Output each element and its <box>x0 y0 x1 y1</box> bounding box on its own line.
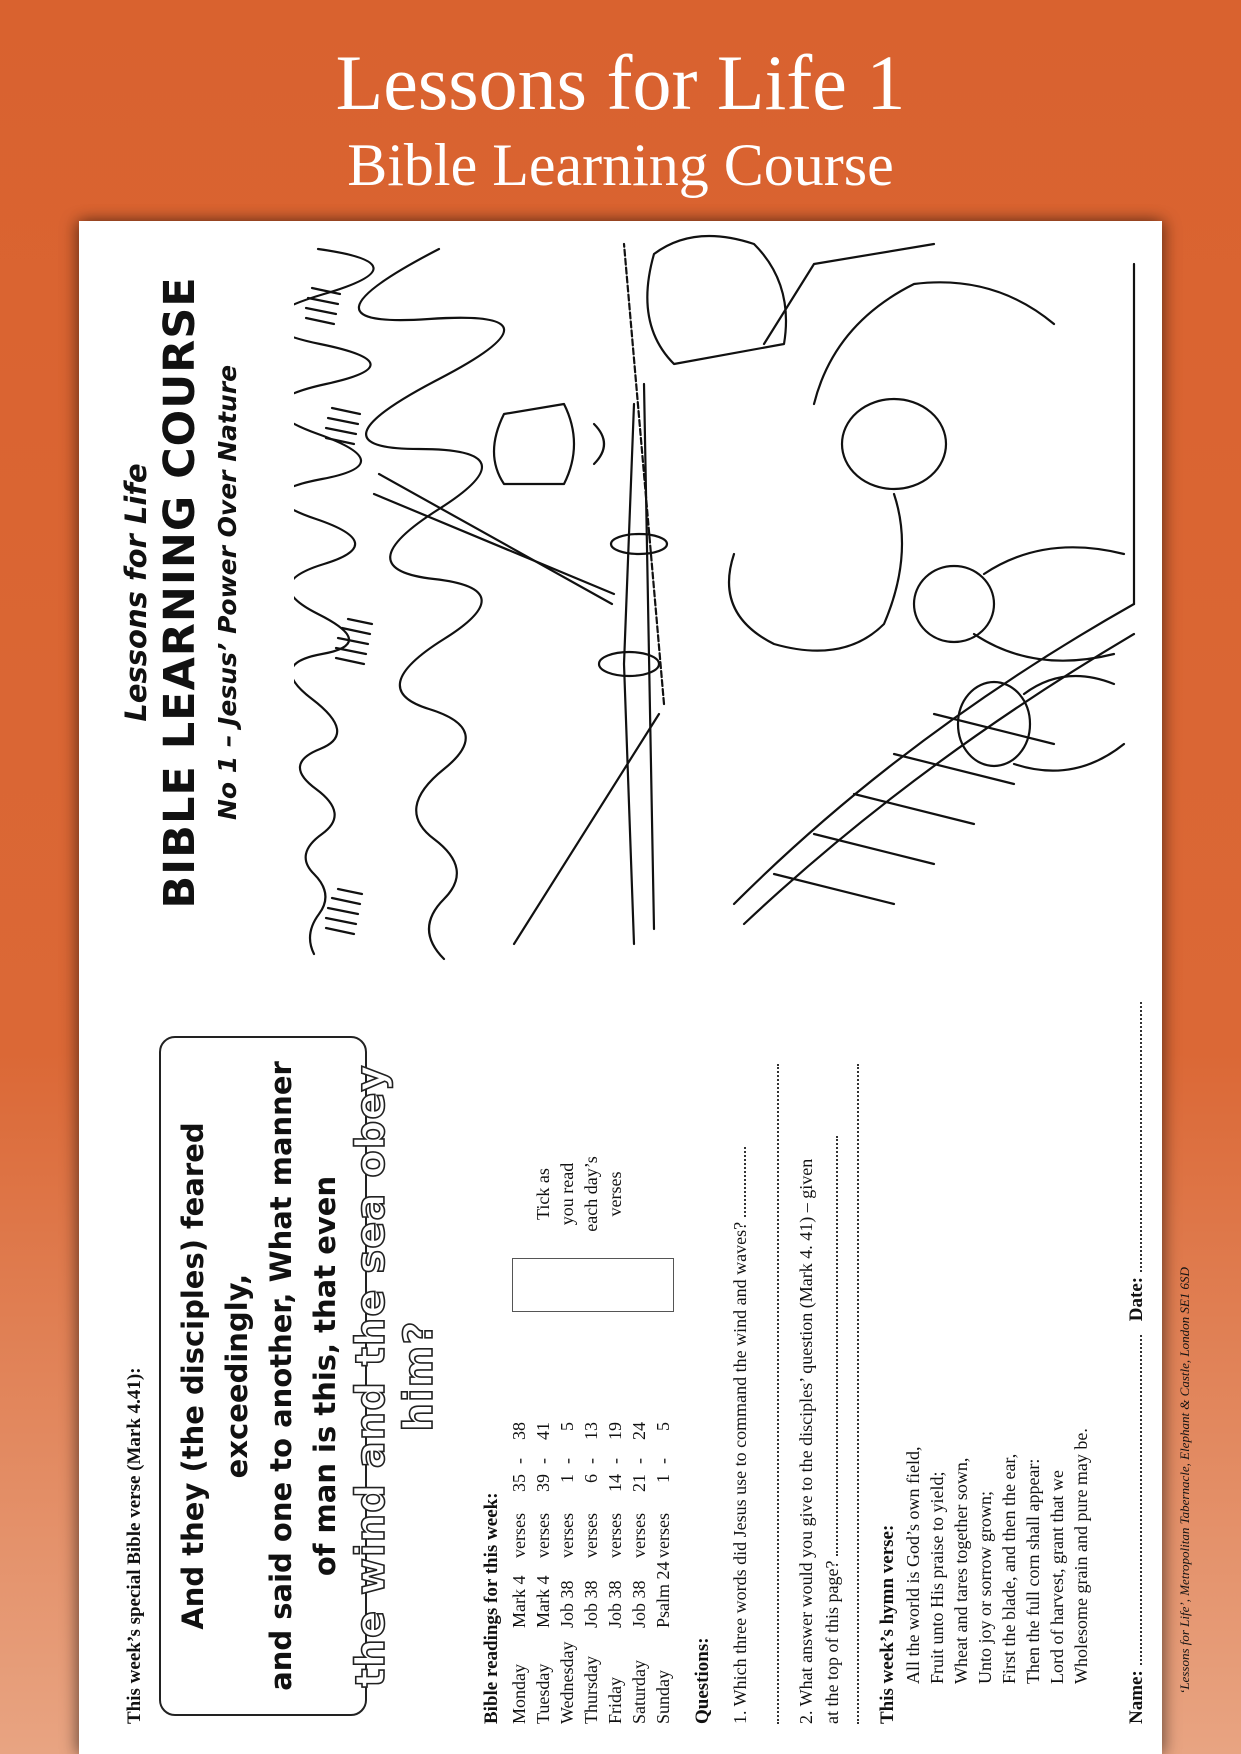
banner-subtitle: Bible Learning Course <box>347 132 894 198</box>
memory-verse-box <box>159 1036 442 1716</box>
hymn-verse: All the world is God’s own field, Fruit unto His praise to yield; Wheat and tares together sown, Unto joy or sorrow grown; First the blade, and then the ear, Then the full corn shall appear: Lord of harvest, grant that we Wholesome grain and pure may be. <box>903 1428 1091 1684</box>
question-2: 2. What answer would you give to the disciples’ question (Mark 4. 41) – given at the top of this page? <box>793 1084 845 1724</box>
readings-heading: Bible readings for this week: <box>481 1492 502 1724</box>
reading-row: Sunday Psalm 24 verses 1 - 5 <box>653 1422 673 1724</box>
course-series: Lessons for Life <box>119 463 153 722</box>
hymn-heading: This week’s hymn verse: <box>877 1524 898 1724</box>
reading-row: Thursday Job 38 verses 6 - 13 <box>581 1422 601 1724</box>
banner-title: Lessons for Life 1 <box>335 39 906 126</box>
question-1: 1. Which three words did Jesus use to command the wind and waves? <box>730 1147 751 1724</box>
worksheet-left-half <box>79 994 1192 1754</box>
answer-line[interactable] <box>732 1147 746 1217</box>
name-field[interactable] <box>1128 1335 1142 1665</box>
verse-line-4: the wind and the sea obey him? <box>348 1064 442 1688</box>
answer-line[interactable] <box>824 1136 838 1556</box>
reading-row: Wednesday Job 38 verses 1 - 5 <box>557 1422 577 1724</box>
name-date-line <box>1126 1002 1148 1724</box>
course-subtitle: No 1 – Jesus’ Power Over Nature <box>213 364 242 821</box>
tick-instructions: Tick as you read each day’s verses <box>533 1156 625 1232</box>
rotated-content <box>79 221 1192 1754</box>
reading-row: Monday Mark 4 verses 35 - 38 <box>509 1422 529 1724</box>
verse-line-3: of man is this, that even <box>308 1175 342 1577</box>
verse-line-2: and said one to another, What manner <box>264 1061 298 1691</box>
questions-heading: Questions: <box>692 1637 713 1724</box>
publisher-credit: ‘Lessons for Life’, Metropolitan Tabernacle, Elephant & Castle, London SE1 6SD <box>1177 1267 1192 1694</box>
course-title: BIBLE LEARNING COURSE <box>155 276 205 909</box>
answer-line-q1[interactable] <box>777 1064 779 1724</box>
readings-table <box>507 1422 675 1724</box>
special-verse-label: This week’s special Bible verse (Mark 4.41): <box>124 1367 145 1724</box>
top-banner <box>0 0 1241 220</box>
date-field[interactable] <box>1128 1002 1142 1272</box>
worksheet-right-half <box>79 221 1162 964</box>
date-label: Date: <box>1126 1276 1147 1322</box>
name-label: Name: <box>1126 1670 1147 1724</box>
worksheet-page <box>79 221 1192 1754</box>
reading-row: Saturday Job 38 verses 21 - 24 <box>629 1422 649 1724</box>
answer-line-q2[interactable] <box>857 1064 859 1724</box>
reading-row: Friday Job 38 verses 14 - 19 <box>605 1422 625 1724</box>
boat-storm-illustration <box>294 221 1162 964</box>
reading-row: Tuesday Mark 4 verses 39 - 41 <box>533 1422 553 1724</box>
verse-line-1: And they (the disciples) feared exceedingly, <box>176 1122 254 1630</box>
tick-box[interactable] <box>512 1258 674 1312</box>
